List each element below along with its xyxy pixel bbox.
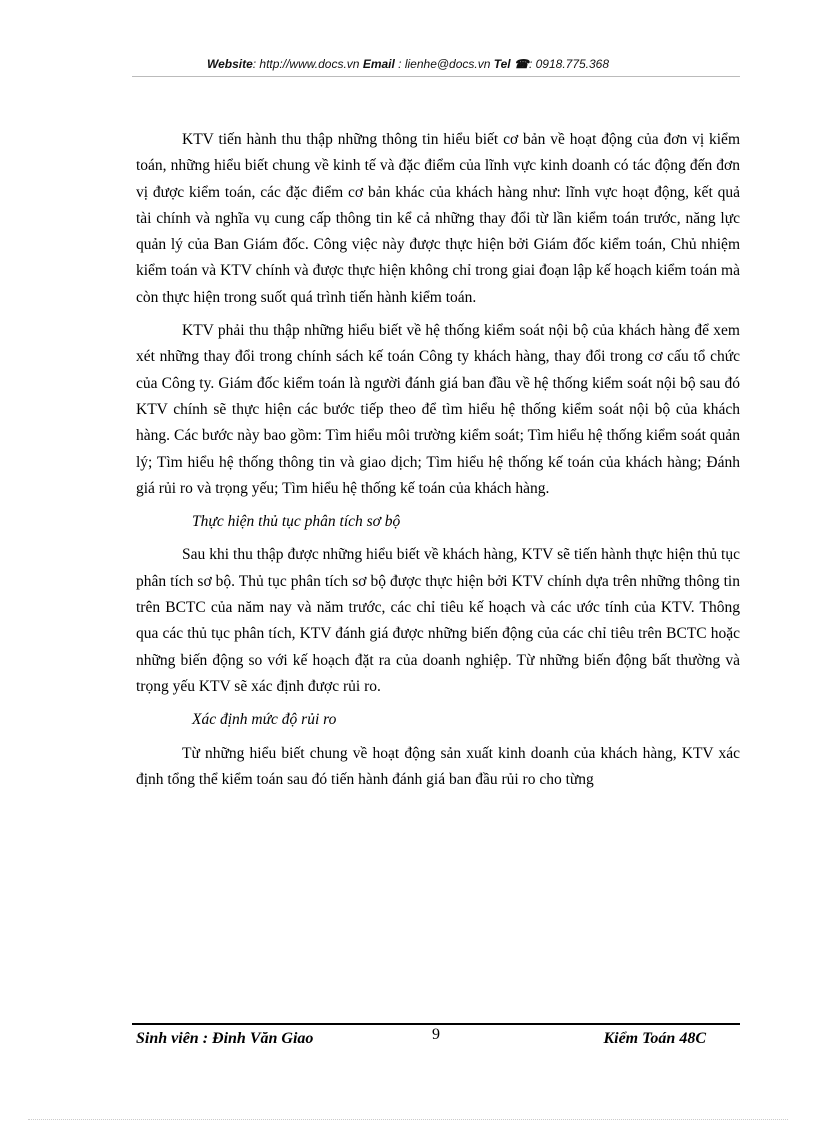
document-body <box>136 127 740 800</box>
footer-student: Sinh viên : Đinh Văn Giao <box>136 1030 314 1047</box>
paragraph-4: Từ những hiểu biết chung về hoạt động sản xuất kinh doanh của khách hàng, KTV xác định tổng thể kiểm toán sau đó tiến hành đánh giá ban đầu rủi ro cho từng <box>136 744 740 788</box>
footer-divider <box>132 1023 740 1025</box>
page-bottom-border <box>28 1119 788 1120</box>
tel-label: Tel <box>493 57 511 71</box>
tel-value: : 0918.775.368 <box>528 57 610 71</box>
email-label: Email <box>362 57 395 71</box>
email-value[interactable]: : lienhe@docs.vn <box>398 57 491 71</box>
section-heading-risk: Xác định mức độ rủi ro <box>192 711 337 729</box>
paragraph-2: KTV phải thu thập những hiểu biết về hệ thống kiểm soát nội bộ của khách hàng để xem xét những thay đổi trong chính sách kế toán Công ty khách hàng, thay đổi trong cơ cấu tổ chức của Công ty. Giám đốc kiểm toán là người đánh giá ban đầu về hệ thống kiểm soát nội bộ sau đó KTV chính sẽ thực hiện các bước tiếp theo để tìm hiểu hệ thống kiểm soát nội bộ của khách hàng. Các bước này bao gồm: Tìm hiểu môi trường kiểm soát; Tìm hiểu hệ thống kiểm soát quản lý; Tìm hiểu hệ thống thông tin và giao dịch; Tìm hiểu hệ thống kế toán của khách hàng; Đánh giá rủi ro và trọng yếu; Tìm hiểu hệ thống kế toán của khách hàng. <box>136 322 740 497</box>
paragraph-1: KTV tiến hành thu thập những thông tin hiểu biết cơ bản về hoạt động của đơn vị kiểm toán, những hiểu biết chung về kinh tế và đặc điểm của lĩnh vực kinh doanh có tác động đến đơn vị được kiểm toán, các đặc điểm cơ bản khác của khách hàng như: lĩnh vực hoạt động, kết quả tài chính và nghĩa vụ cung cấp thông tin kể cả những thay đổi từ lần kiểm toán trước, năng lực quản lý của Ban Giám đốc. Công việc này được thực hiện bởi Giám đốc kiểm toán, Chủ nhiệm kiểm toán và KTV chính và được thực hiện không chỉ trong giai đoạn lập kế hoạch kiểm toán mà còn thực hiện trong suốt quá trình tiến hành kiểm toán. <box>136 131 740 306</box>
header-divider <box>132 76 740 77</box>
footer-course: Kiểm Toán 48C <box>603 1030 706 1047</box>
page-footer <box>136 1026 736 1053</box>
paragraph-3: Sau khi thu thập được những hiểu biết về khách hàng, KTV sẽ tiến hành thực hiện thủ tục phân tích sơ bộ. Thủ tục phân tích sơ bộ được thực hiện bởi KTV chính dựa trên những thông tin trên BCTC của năm nay và năm trước, các chỉ tiêu kế hoạch và các ước tính của KTV. Thông qua các thủ tục phân tích, KTV đánh giá được những biến động của các chỉ tiêu trên BCTC hoặc những biến động so với kế hoạch đặt ra của doanh nghiệp. Từ những biến động bất thường và trọng yếu KTV sẽ xác định được rủi ro. <box>136 546 740 695</box>
page-header <box>0 57 816 71</box>
section-heading-analysis: Thực hiện thủ tục phân tích sơ bộ <box>192 513 401 531</box>
website-label: Website <box>206 57 253 71</box>
page-number: 9 <box>432 1026 440 1043</box>
website-value[interactable]: : http://www.docs.vn <box>252 57 360 71</box>
phone-icon: ☎ <box>514 57 529 71</box>
